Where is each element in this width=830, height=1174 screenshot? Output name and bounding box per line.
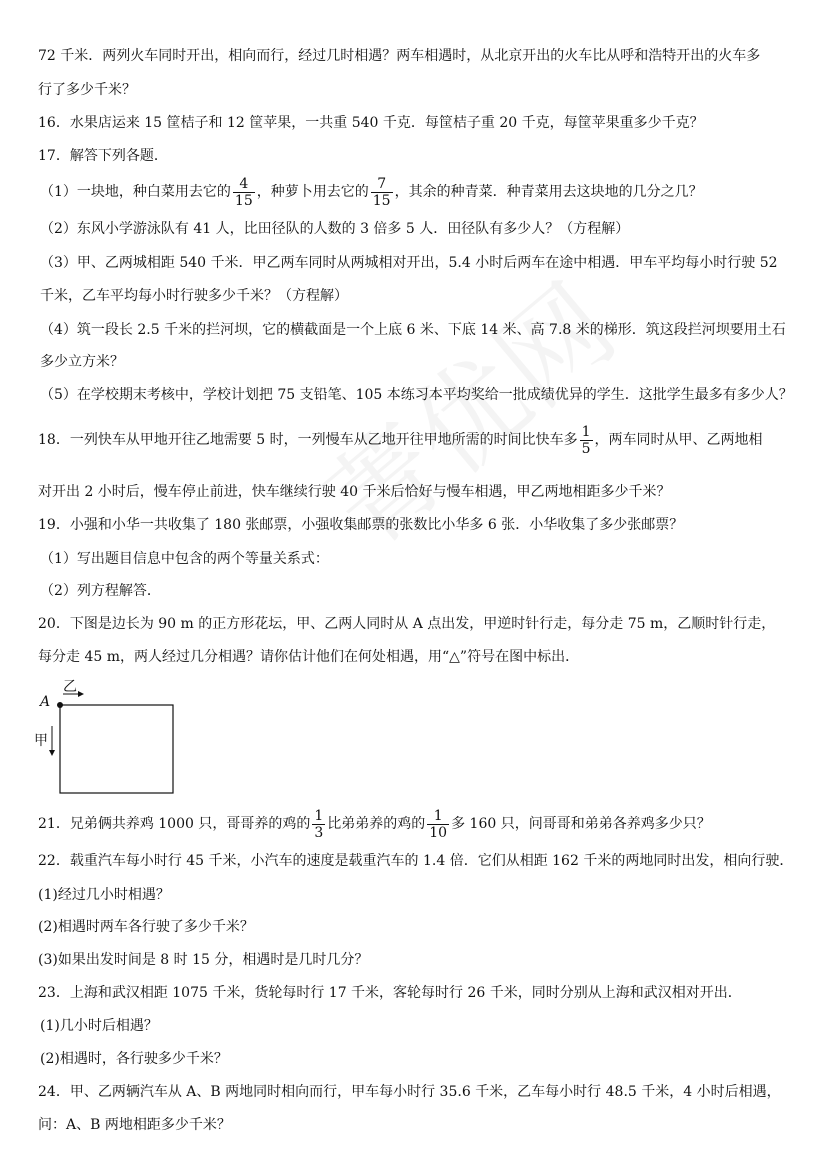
q23-2: (2)相遇时，各行驶多少千米？: [40, 1051, 228, 1067]
q17-1-text-c: ，其余的种青菜．种青菜用去这块地的几分之几？: [394, 184, 703, 200]
q17-1-text-a: （1）一块地，种白菜用去它的: [40, 184, 231, 200]
q18-text-a: 18．一列快车从甲地开往乙地需要 5 时，一列慢车从乙地开往甲地所需的时间比快车多: [38, 432, 578, 448]
fraction-1-3: [312, 808, 325, 841]
q17-1: [40, 174, 703, 210]
q17-3-line1: （3）甲、乙两城相距 540 千米．甲乙两车同时从两城相对开出，5.4 小时后两车在途中相遇．甲车平均每小时行驶 52: [40, 255, 778, 271]
fraction-denominator: 15: [372, 192, 391, 209]
q20-line1: 20．下图是边长为 90 m 的正方形花坛，甲、乙两人同时从 A 点出发，甲逆时针行走，每分走 75 m，乙顺时针行走，: [38, 616, 776, 632]
q21: [38, 806, 711, 842]
q24-line1: 24．甲、乙两辆汽车从 A、B 两地同时相向而行，甲车每小时行 35.6 千米，乙车每小时行 48.5 千米，4 小时后相遇，: [38, 1084, 781, 1100]
q19-2: （2）列方程解答．: [40, 583, 161, 599]
q17-1-text-b: ，种萝卜用去它的: [256, 184, 369, 200]
q23-1: (1)几小时后相遇？: [40, 1018, 158, 1034]
q22: 22．载重汽车每小时行 45 千米，小汽车的速度是载重汽车的 1.4 倍．它们从相距 162 千米的两地同时出发，相向行驶．: [38, 853, 794, 869]
fraction-1-10: [427, 808, 449, 841]
q17-4-line2: 多少立方米？: [40, 354, 124, 370]
fraction-numerator: 1: [581, 423, 591, 440]
fraction-numerator: 4: [239, 175, 249, 192]
q17-2: （2）东风小学游泳队有 41 人，比田径队的人数的 3 倍多 5 人．田径队有多少人？（方程解）: [40, 221, 630, 237]
q22-2: (2)相遇时两车各行驶了多少千米？: [38, 919, 254, 935]
q22-1: (1)经过几小时相遇？: [38, 887, 170, 903]
fraction-4-15: [233, 176, 255, 209]
q17-3-line2: 千米，乙车平均每小时行驶多少千米？（方程解）: [40, 288, 348, 304]
fraction-7-15: [371, 176, 393, 209]
square: [60, 705, 173, 793]
label-jia: 甲: [34, 733, 48, 749]
point-a: [57, 702, 63, 708]
q23: 23．上海和武汉相距 1075 千米，货轮每时行 17 千米，客轮每时行 26 千米，同时分别从上海和武汉相对开出．: [38, 985, 742, 1001]
fraction-denominator: 10: [429, 824, 448, 841]
q16: 16．水果店运来 15 筐桔子和 12 筐苹果，一共重 540 千克．每筐桔子重 20 千克，每筐苹果重多少千克？: [38, 115, 704, 131]
q18-text-b: ，两车同时从甲、乙两地相: [594, 432, 763, 448]
fraction-denominator: 3: [314, 824, 324, 841]
fraction-numerator: 1: [314, 807, 324, 824]
arrow-yi-head: [78, 691, 84, 697]
q15-line2: 行了多少千米？: [38, 82, 136, 98]
square-diagram: [30, 678, 190, 798]
square-diagram-svg: [30, 678, 190, 798]
fraction-denominator: 5: [581, 440, 591, 457]
q19-1: （1）写出题目信息中包含的两个等量关系式：: [40, 551, 329, 567]
fraction-numerator: 1: [433, 807, 443, 824]
arrow-jia-head: [49, 750, 55, 756]
fraction-denominator: 15: [234, 192, 253, 209]
fraction-numerator: 7: [377, 175, 387, 192]
q17-4-line1: （4）筑一段长 2.5 千米的拦河坝，它的横截面是一个上底 6 米、下底 14 米、高 7.8 米的梯形．筑这段拦河坝要用土石: [40, 322, 786, 338]
label-yi: 乙: [63, 679, 77, 695]
q15-line1: 72 千米．两列火车同时开出，相向而行，经过几时相遇？两车相遇时，从北京开出的火车比从呼和浩特开出的火车多: [38, 48, 761, 64]
q17-heading: 17．解答下列各题．: [38, 148, 168, 164]
q21-text-b: 比弟弟养的鸡的: [327, 816, 426, 832]
fraction-1-5: [580, 424, 593, 457]
q21-text-c: 多 160 只，问哥哥和弟弟各养鸡多少只？: [451, 816, 711, 832]
q19: 19．小强和小华一共收集了 180 张邮票，小强收集邮票的张数比小华多 6 张．小华收集了多少张邮票？: [38, 517, 684, 533]
label-a: A: [40, 694, 51, 710]
q17-5: （5）在学校期末考核中，学校计划把 75 支铅笔、105 本练习本平均奖给一批成绩优异的学生．这批学生最多有多少人？: [40, 387, 793, 403]
q24-line2: 问：A、B 两地相距多少千米？: [38, 1117, 231, 1133]
q21-text-a: 21．兄弟俩共养鸡 1000 只，哥哥养的鸡的: [38, 816, 311, 832]
q18-line1: [38, 422, 763, 458]
q20-line2: 每分走 45 m，两人经过几分相遇？请你估计他们在何处相遇，用“△”符号在图中标出．: [38, 649, 580, 665]
q22-3: (3)如果出发时间是 8 时 15 分，相遇时是几时几分？: [38, 952, 369, 968]
q18-line2: 对开出 2 小时后，慢车停止前进，快车继续行驶 40 千米后恰好与慢车相遇，甲乙两地相距多少千米？: [38, 484, 671, 500]
